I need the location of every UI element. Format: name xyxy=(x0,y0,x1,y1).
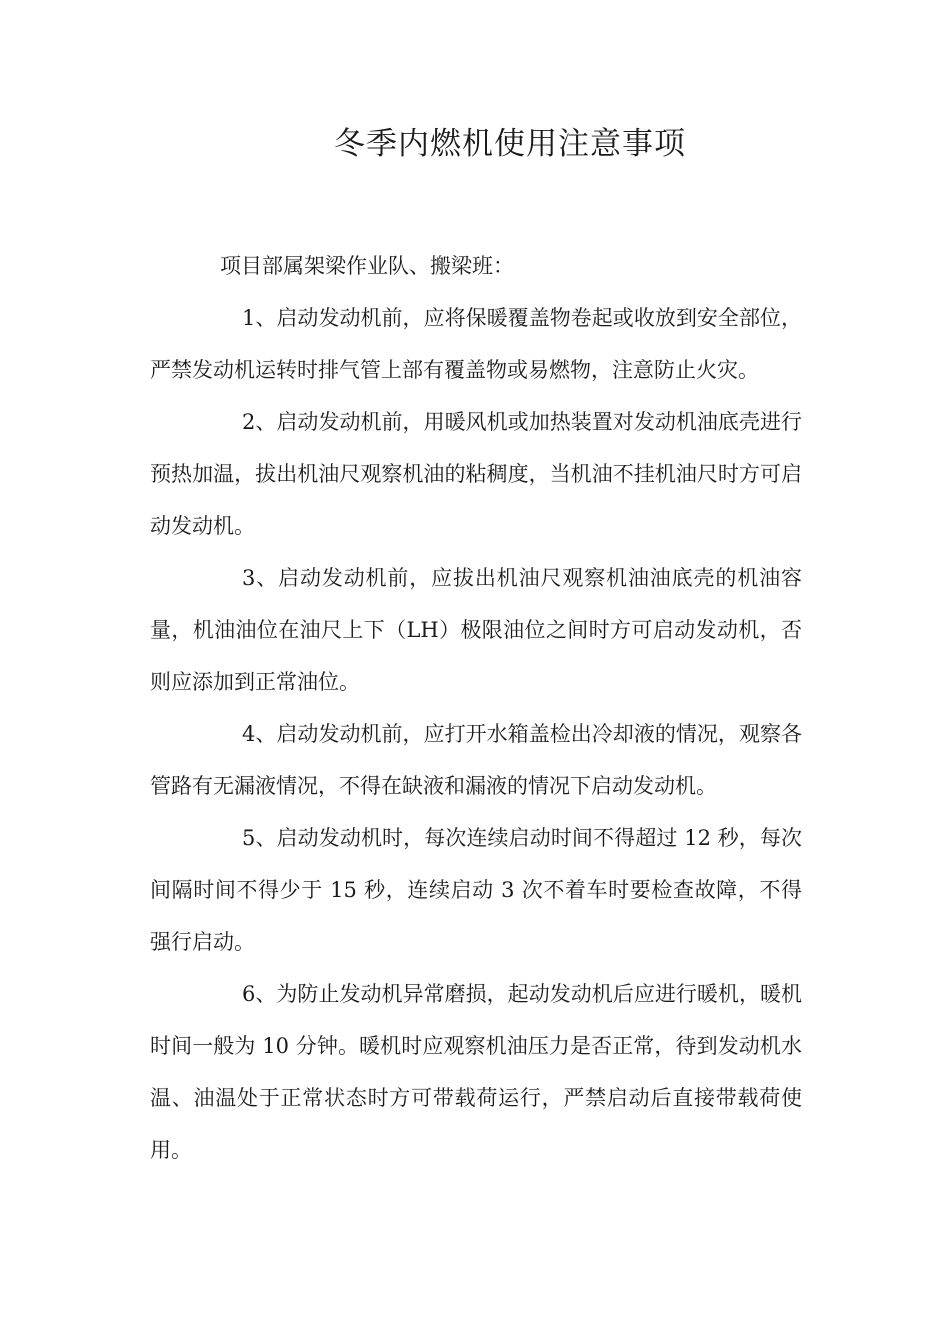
item-6: 6、为防止发动机异常磨损，起动发动机后应进行暖机，暖机时间一般为 10 分钟。暖机时应观察机油压力是否正常，待到发动机水温、油温处于正常状态时方可带载荷运行，严禁启动后直接带载荷使用。 xyxy=(150,982,802,1162)
document-body xyxy=(150,240,802,1176)
item-1: 1、启动发动机前，应将保暖覆盖物卷起或收放到安全部位，严禁发动机运转时排气管上部有覆盖物或易燃物，注意防止火灾。 xyxy=(150,306,802,382)
item-5: 5、启动发动机时，每次连续启动时间不得超过 12 秒，每次间隔时间不得少于 15 秒，连续启动 3 次不着车时要检查故障，不得强行启动。 xyxy=(150,826,802,954)
item-2: 2、启动发动机前，用暖风机或加热装置对发动机油底壳进行预热加温，拔出机油尺观察机油的粘稠度，当机油不挂机油尺时方可启动发动机。 xyxy=(150,410,802,538)
item-3: 3、启动发动机前，应拔出机油尺观察机油油底壳的机油容量，机油油位在油尺上下（LH）极限油位之间时方可启动发动机，否则应添加到正常油位。 xyxy=(150,566,802,694)
salutation: 项目部属架梁作业队、搬梁班： xyxy=(220,254,514,278)
document-title: 冬季内燃机使用注意事项 xyxy=(334,126,686,162)
item-4: 4、启动发动机前，应打开水箱盖检出冷却液的情况，观察各管路有无漏液情况，不得在缺液和漏液的情况下启动发动机。 xyxy=(150,722,802,798)
